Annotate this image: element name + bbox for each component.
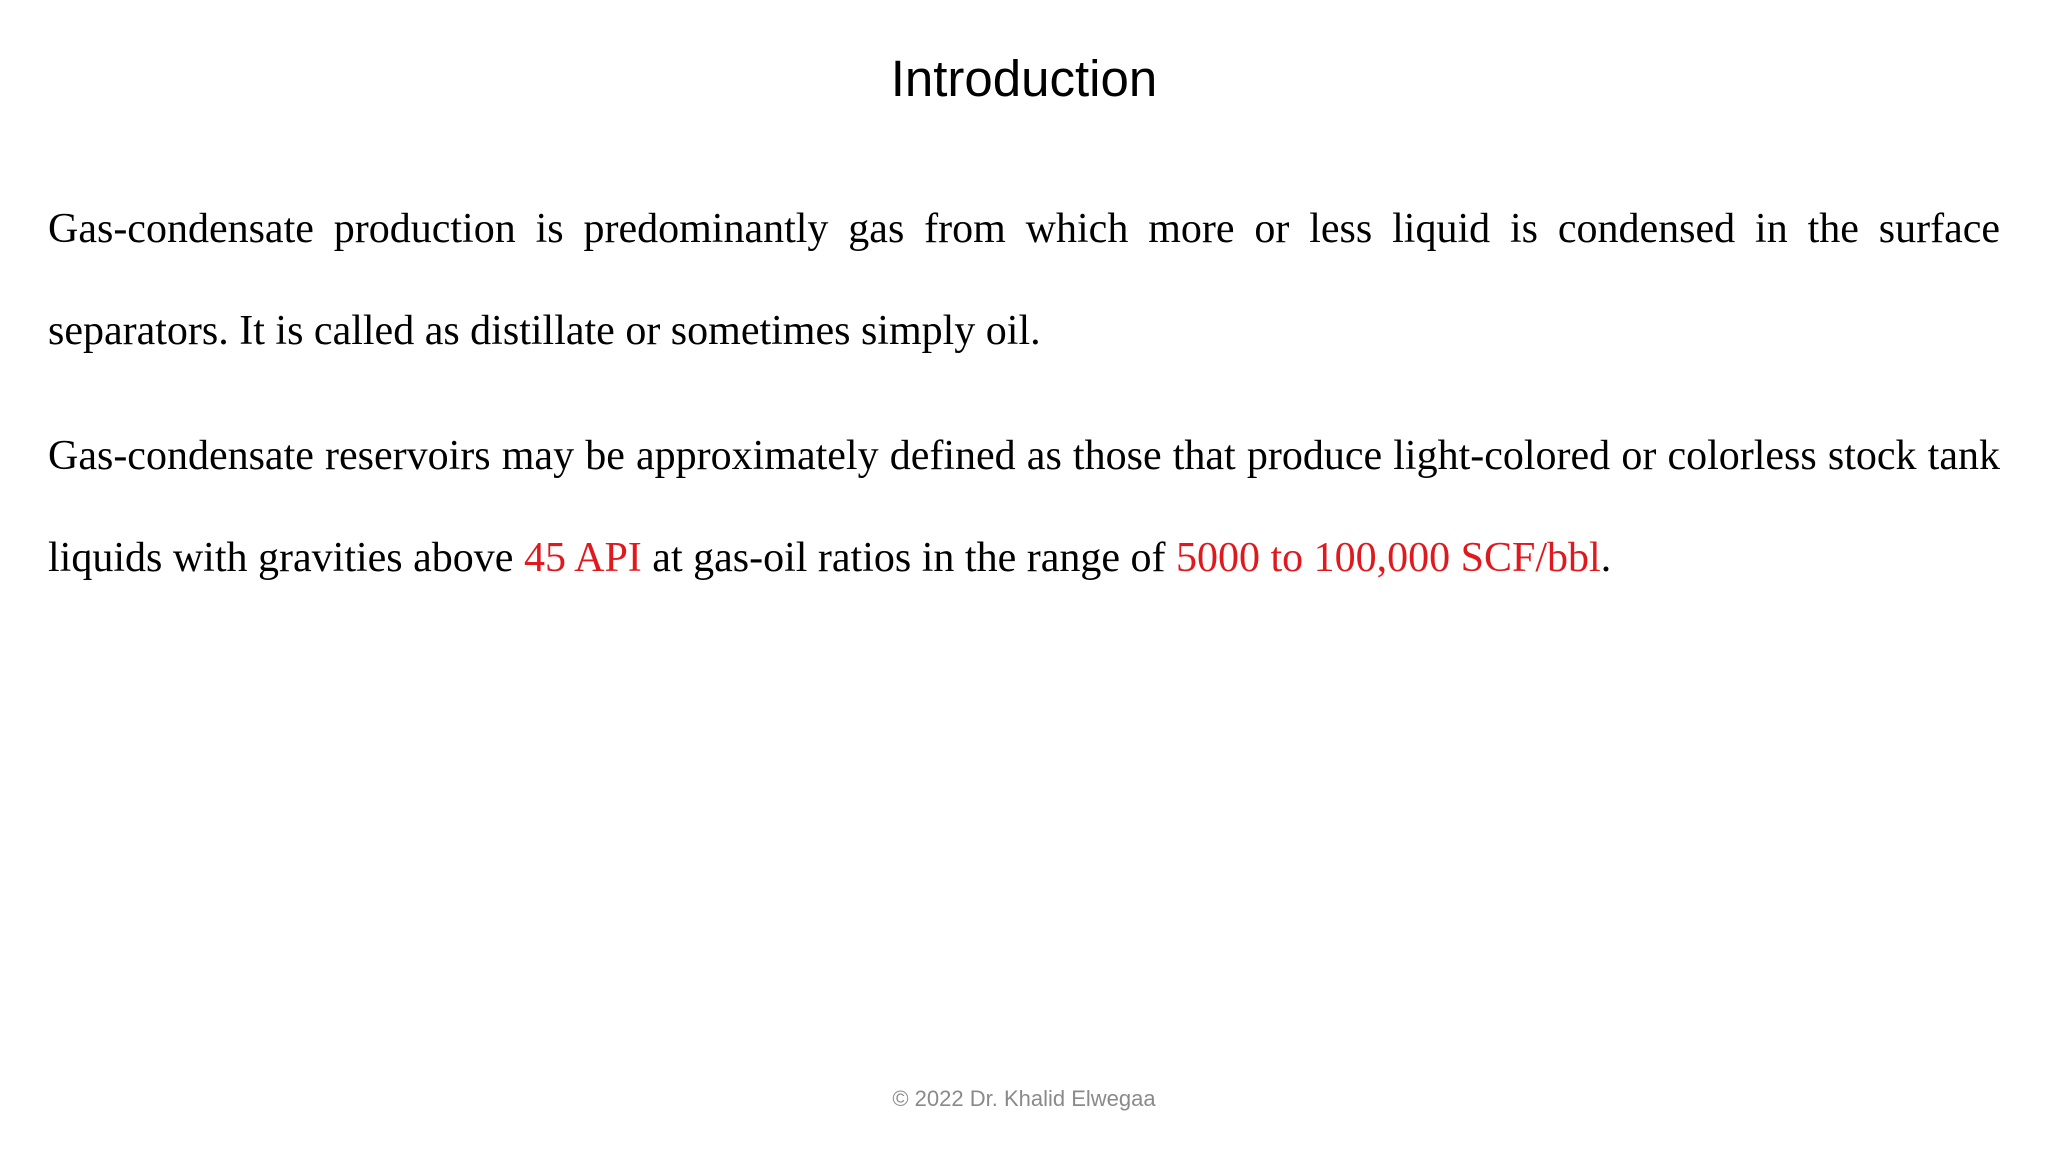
paragraph-gas-condensate-production: Gas-condensate production is predominantly gas from which more or less liquid is condensed in the surface separators. It is called as distillate or sometimes simply oil.	[48, 206, 2000, 354]
copyright-footer: © 2022 Dr. Khalid Elwegaa	[892, 1086, 1156, 1111]
slide-title: Introduction	[890, 50, 1158, 107]
paragraph-gas-condensate-reservoirs	[48, 405, 2000, 609]
paragraph-text-segment: .	[1600, 535, 1612, 581]
paragraph-text-segment: Gas-condensate reservoirs may be approximately defined as those that produce light-colored or colorless stock tank liquids with gravities above	[48, 433, 2000, 581]
highlight-api-gravity: 45 API	[523, 535, 642, 581]
paragraph-text-segment: at gas-oil ratios in the range of	[641, 535, 1176, 581]
highlight-gor-range: 5000 to 100,000 SCF/bbl	[1175, 535, 1601, 581]
